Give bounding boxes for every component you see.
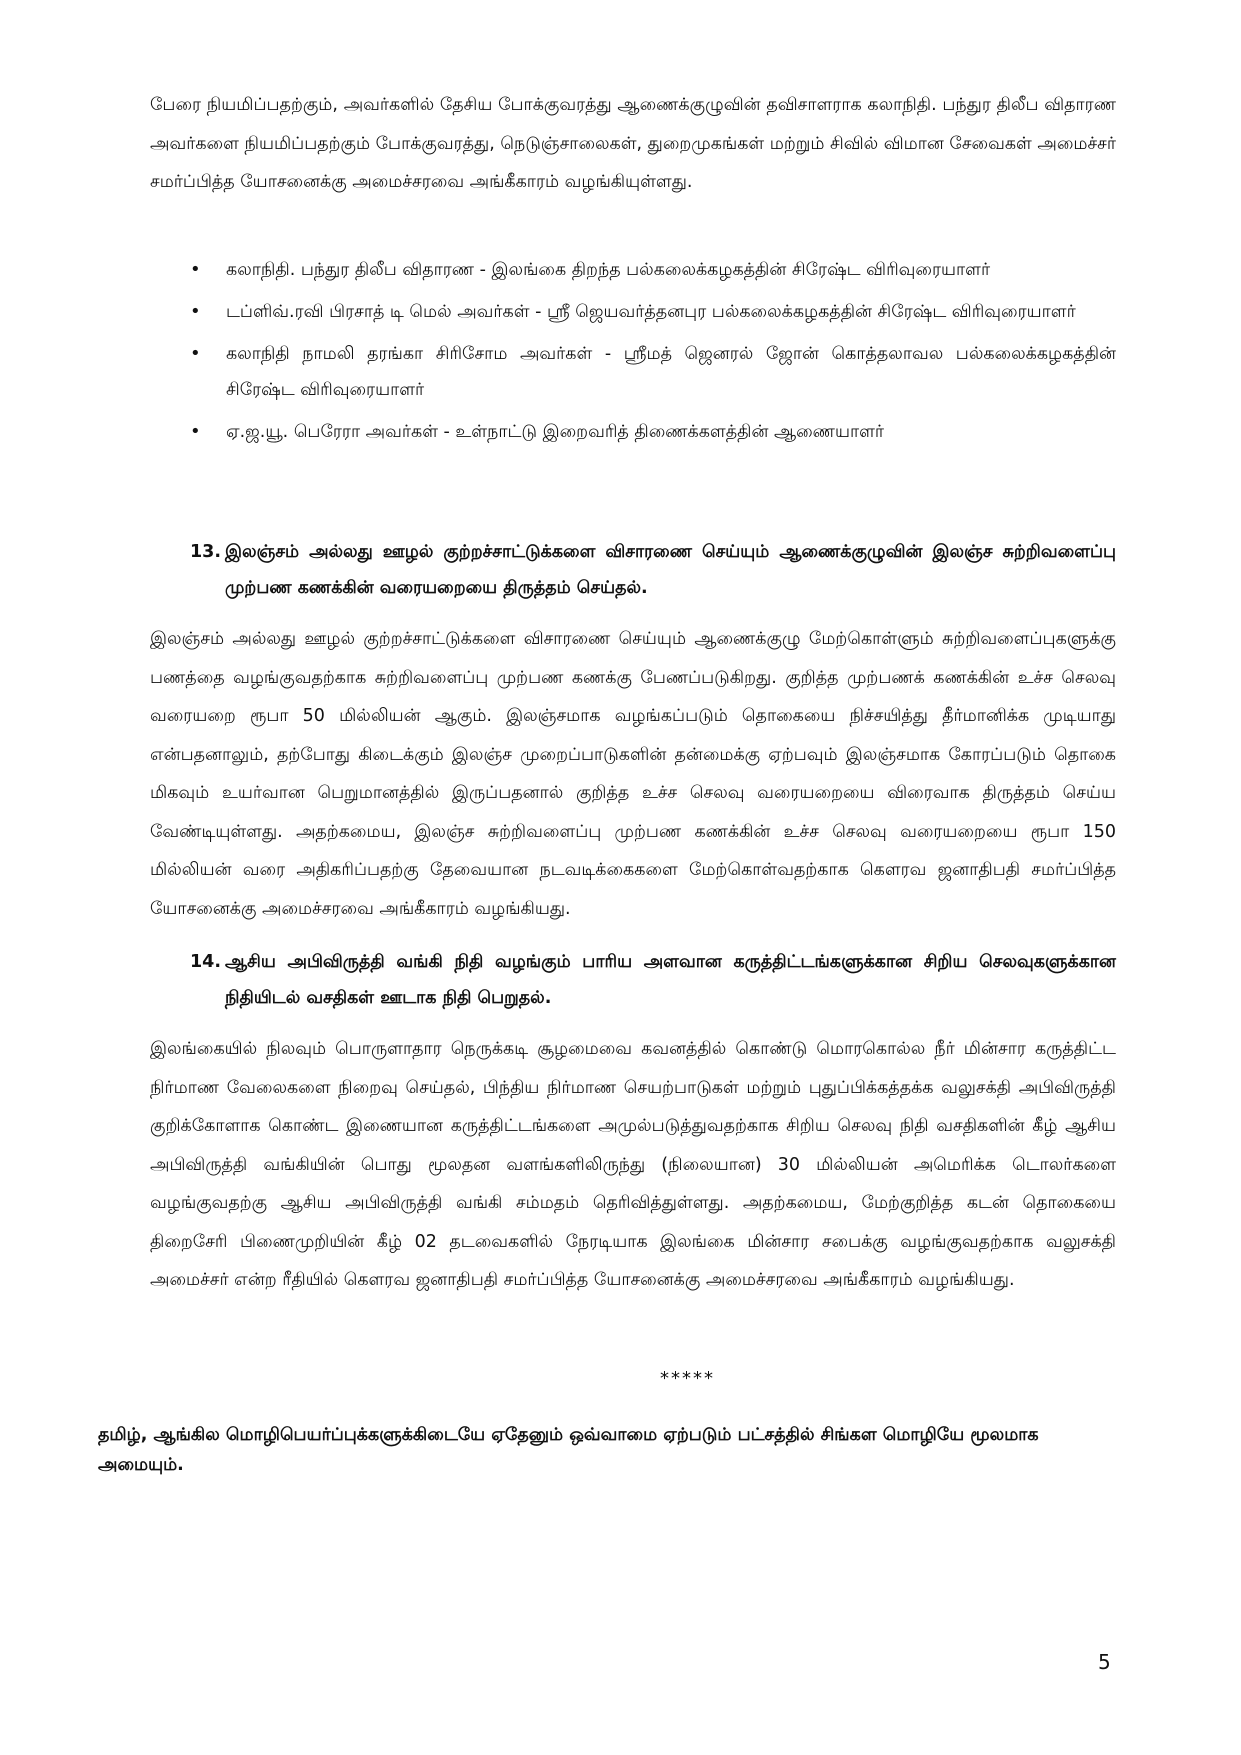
bullet-icon: • [190, 301, 201, 322]
section-13-title: இலஞ்சம் அல்லது ஊழல் குற்றச்சாட்டுக்களை விசாரணை செய்யும் ஆணைக்குழுவின் இலஞ்ச சுற்றிவளைப்பு முற்பண கணக்கின் வரையறையை திருத்தம் செய்தல். [225, 542, 1116, 598]
section-14-heading [190, 944, 1116, 1016]
page-number: 5 [1098, 1650, 1111, 1674]
member-text: கலாநிதி. பந்துர திலீப விதாரண - இலங்கை திறந்த பல்கலைக்கழகத்தின் சிரேஷ்ட விரிவுரையாளர் [226, 260, 991, 280]
list-item [190, 336, 1116, 408]
member-text: கலாநிதி நாமலி தரங்கா சிரிசோம அவர்கள் - ஸ்ரீமத் ஜெனரல் ஜோன் கொத்தலாவல பல்கலைக்கழகத்தின் சிரேஷ்ட விரிவுரையாளர் [226, 344, 1116, 400]
section-13-number: 13. [190, 542, 222, 562]
separator: ***** [660, 1368, 715, 1389]
section-14-title: ஆசிய அபிவிருத்தி வங்கி நிதி வழங்கும் பாரிய அளவான கருத்திட்டங்களுக்கான சிறிய செலவுகளுக்கான நிதியிடல் வசதிகள் ஊடாக நிதி பெறுதல். [225, 952, 1116, 1008]
member-text: ஏ.ஜ.யூ. பெரேரா அவர்கள் - உள்நாட்டு இறைவரித் திணைக்களத்தின் ஆணையாளர் [226, 422, 885, 442]
list-item [190, 252, 1116, 288]
list-item [190, 294, 1116, 330]
intro-paragraph: பேரை நியமிப்பதற்கும், அவர்களில் தேசிய போக்குவரத்து ஆணைக்குழுவின் தவிசாளராக கலாநிதி. பந்துர திலீப விதாரண அவர்களை நியமிப்பதற்கும் போக்குவரத்து, நெடுஞ்சாலைகள், துறைமுகங்கள் மற்றும் சிவில் விமான சேவைகள் அமைச்சர் சமர்ப்பித்த யோசனைக்கு அமைச்சரவை அங்கீகாரம் வழங்கியுள்ளது. [150, 95, 1117, 192]
member-text: டப்ளிவ்.ரவி பிரசாத் டி மெல் அவர்கள் - ஸ்ரீ ஜெயவர்த்தனபுர பல்கலைக்கழகத்தின் சிரேஷ்ட விரிவுரையாளர் [226, 302, 1076, 322]
bullet-icon: • [190, 343, 201, 364]
section-13-body: இலஞ்சம் அல்லது ஊழல் குற்றச்சாட்டுக்களை விசாரணை செய்யும் ஆணைக்குழு மேற்கொள்ளும் சுற்றிவளைப்புகளுக்கு பணத்தை வழங்குவதற்காக சுற்றிவளைப்பு முற்பண கணக்கு பேணப்படுகிறது. குறித்த முற்பணக் கணக்கின் உச்ச செலவு வரையறை ரூபா 50 மில்லியன் ஆகும். இலஞ்சமாக வழங்கப்படும் தொகையை நிச்சயித்து தீர்மானிக்க முடியாது என்பதனாலும், தற்போது கிடைக்கும் இலஞ்ச முறைப்பாடுகளின் தன்மைக்கு ஏற்பவும் இலஞ்சமாக கோரப்படும் தொகை மிகவும் உயர்வான பெறுமானத்தில் இருப்பதனால் குறித்த உச்ச செலவு வரையறையை விரைவாக திருத்தம் செய்ய வேண்டியுள்ளது. அதற்கமைய, இலஞ்ச சுற்றிவளைப்பு முற்பண கணக்கின் உச்ச செலவு வரையறையை ரூபா 150 மில்லியன் வரை அதிகரிப்பதற்கு தேவையான நடவடிக்கைகளை மேற்கொள்வதற்காக கௌரவ ஜனாதிபதி சமர்ப்பித்த யோசனைக்கு அமைச்சரவை அங்கீகாரம் வழங்கியது. [150, 629, 1116, 919]
section-14-number: 14. [190, 952, 222, 972]
list-item [190, 414, 1116, 450]
language-note: தமிழ், ஆங்கில மொழிபெயர்ப்புக்களுக்கிடையே ஏதேனும் ஒவ்வாமை ஏற்படும் பட்சத்தில் சிங்கள மொழியே மூலமாக அமையும். [98, 1425, 1039, 1475]
members-list [190, 252, 1116, 456]
bullet-icon: • [190, 421, 201, 442]
bullet-icon: • [190, 259, 201, 280]
section-13-heading [190, 534, 1116, 606]
section-14-body: இலங்கையில் நிலவும் பொருளாதார நெருக்கடி சூழமைவை கவனத்தில் கொண்டு மொரகொல்ல நீர் மின்சார கருத்திட்ட நிர்மாண வேலைகளை நிறைவு செய்தல், பிந்திய நிர்மாண செயற்பாடுகள் மற்றும் புதுப்பிக்கத்தக்க வலுசக்தி அபிவிருத்தி குறிக்கோளாக கொண்ட இணையான கருத்திட்டங்களை அமுல்படுத்துவதற்காக சிறிய செலவு நிதி வசதிகளின் கீழ் ஆசிய அபிவிருத்தி வங்கியின் பொது மூலதன வளங்களிலிருந்து (நிலையான) 30 மில்லியன் அமெரிக்க டொலர்களை வழங்குவதற்கு ஆசிய அபிவிருத்தி வங்கி சம்மதம் தெரிவித்துள்ளது. அதற்கமைய, மேற்குறித்த கடன் தொகையை திறைசேரி பிணைமுறியின் கீழ் 02 தடவைகளில் நேரடியாக இலங்கை மின்சார சபைக்கு வழங்குவதற்காக வலுசக்தி அமைச்சர் என்ற ரீதியில் கௌரவ ஜனாதிபதி சமர்ப்பித்த யோசனைக்கு அமைச்சரவை அங்கீகாரம் வழங்கியது. [150, 1039, 1116, 1290]
